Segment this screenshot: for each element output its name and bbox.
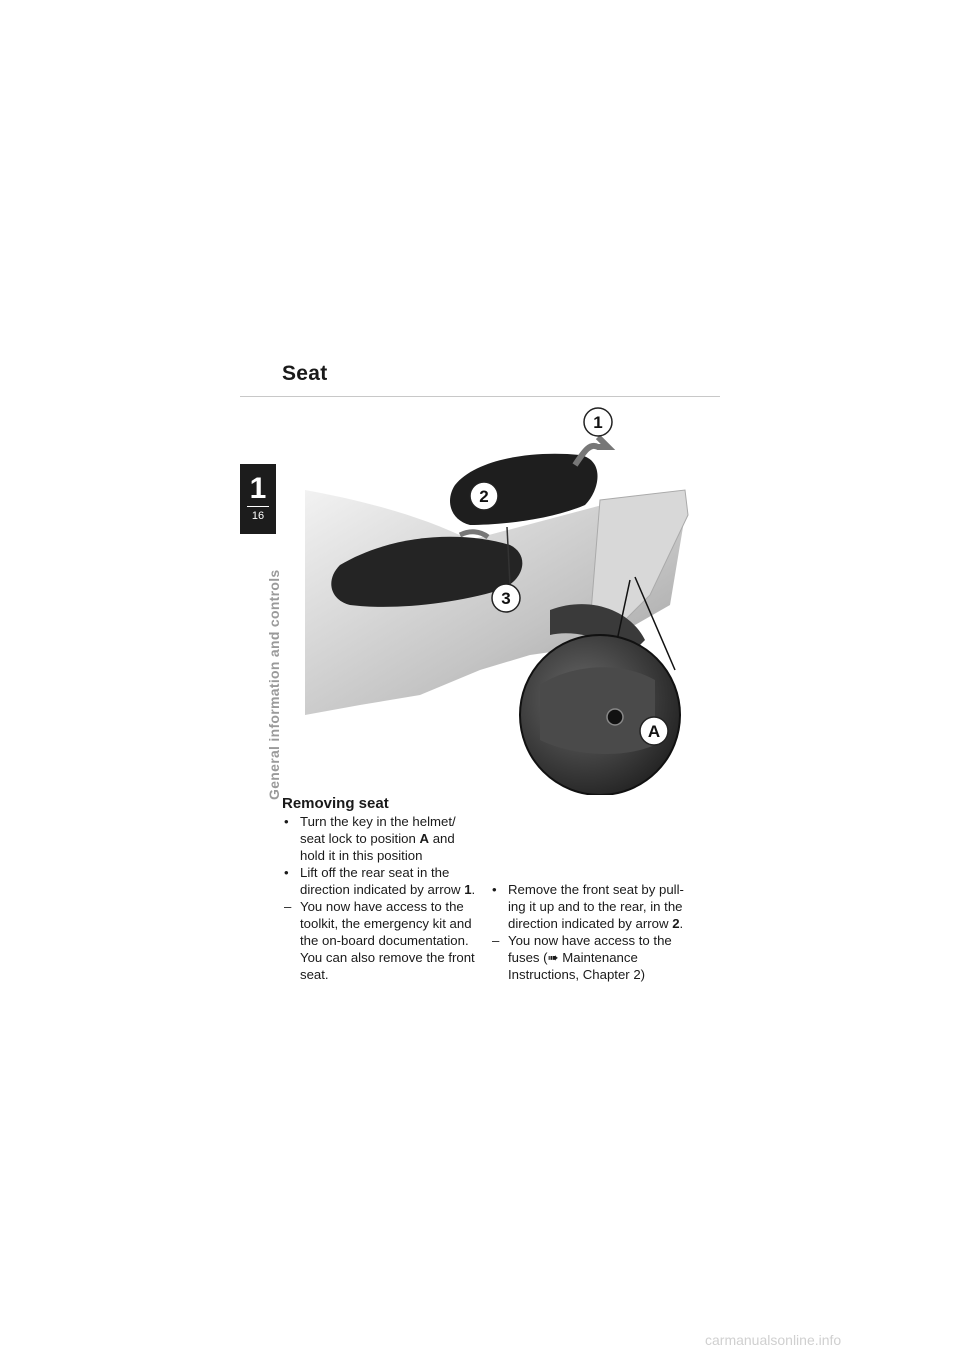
callout-2-label: 2 xyxy=(479,487,489,506)
list-item: • Turn the key in the helmet/ seat lock to position A and hold it in this position xyxy=(284,814,456,863)
list-item: – You now have access to the fuses (➠ Maintenance Instructions, Chapter 2) xyxy=(492,933,672,982)
list-item: • Lift off the rear seat in the direction indicated by arrow 1. xyxy=(284,865,476,897)
zoom-detail xyxy=(540,667,655,754)
lock-keyhole xyxy=(607,709,623,725)
section-label: General information and controls xyxy=(266,569,282,800)
callout-3 xyxy=(492,584,520,612)
arrow-2 xyxy=(460,532,488,537)
section-heading: Removing seat xyxy=(282,795,389,812)
page-title: Seat xyxy=(282,362,328,385)
list-item: • Remove the front seat by pull- ing it up and to the rear, in the direction indicated by arrow 2. xyxy=(492,882,684,931)
instructions-column-1 xyxy=(282,813,482,983)
chapter-number: 1 xyxy=(249,472,267,505)
instructions-column-2 xyxy=(490,881,700,983)
callout-1-label: 1 xyxy=(593,413,603,432)
callout-1 xyxy=(584,408,612,436)
seat-removal-figure xyxy=(300,405,700,795)
callout-3-label: 3 xyxy=(501,589,511,608)
chapter-tab xyxy=(240,464,276,534)
title-divider xyxy=(240,396,720,397)
callout-2 xyxy=(470,482,498,510)
callout-A-label: A xyxy=(647,722,661,741)
callout-A xyxy=(640,717,668,745)
list-item: – You now have access to the toolkit, the emergency kit and the on-board documentation. You can also remove the front seat. xyxy=(284,899,475,982)
watermark: carmanualsonline.info xyxy=(705,1332,842,1348)
tab-divider xyxy=(247,506,269,507)
page-number: 16 xyxy=(251,510,265,522)
